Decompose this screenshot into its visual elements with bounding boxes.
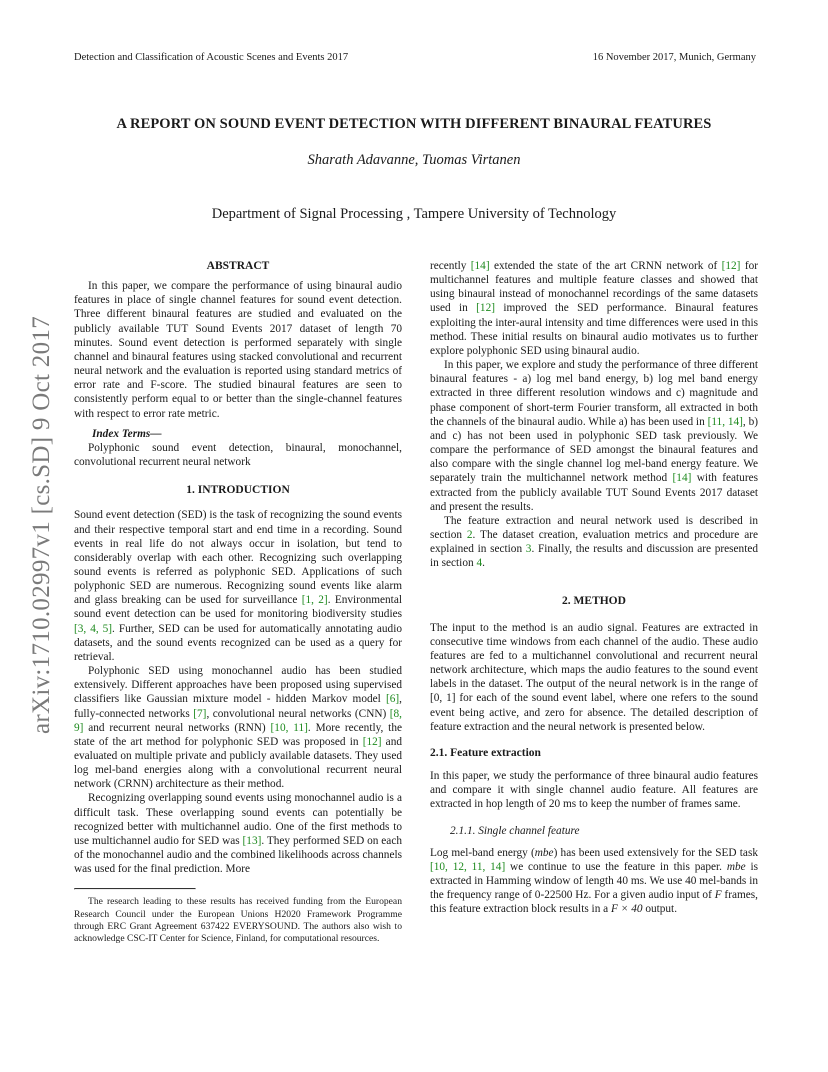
right-paragraph-3: The feature extraction and neural network used is described in section 2. The dataset creation, evaluation metrics and procedure are explained in section 3. Finally, the results and discussion are presented in section 4. [430, 514, 759, 570]
right-paragraph-1: recently [14] extended the state of the art CRNN network of [12] for multichannel features and multiple feature classes and showed that using binaural instead of monochannel recordings of the same datasets used in [12] improved the SED performance. Binaural features exploiting the inter-aural intensity and time differences were used in this method. These initial results on binaural audio motivates us to further explore polyphonic SED using binaural audio. [430, 260, 759, 357]
citation-link[interactable]: [7] [193, 707, 207, 720]
right-column [430, 259, 758, 916]
citation-link[interactable]: [1, 2] [301, 594, 328, 607]
method-heading: 2. METHOD [562, 595, 626, 608]
intro-paragraph-2: Polyphonic SED using monochannel audio has been studied extensively. Different approaches have been proposed using supervised classifiers like Gaussian mixture model - hidden Markov model [6], fully-connected networks [7], convolutional neural networks (CNN) [8, 9] and recurrent neural networks (RNN) [10, 11]. More recently, the state of the art method for polyphonic SED was proposed in [12] and evaluated on multiple private and publicly available datasets. They used log mel-band energies along with a convolutional recurrent neural network (CRNN) architecture as their method. [74, 665, 402, 791]
citation-link[interactable]: [12] [362, 735, 382, 748]
citation-link[interactable]: [13] [242, 834, 262, 847]
citation-link[interactable]: [12] [476, 302, 495, 315]
citation-link[interactable]: [8, 9] [74, 707, 402, 734]
citation-link[interactable]: [10, 12, 11, 14] [430, 860, 506, 873]
running-header-right: 16 November 2017, Munich, Germany [592, 52, 756, 63]
abstract-heading: ABSTRACT [206, 260, 270, 272]
citation-link[interactable]: [3, 4, 5] [74, 622, 113, 635]
intro-paragraph-1: Sound event detection (SED) is the task of recognizing the sound events and their respective temporal start and end time in a recording. Sound events in real life do not always occur in isolation, but tend to considerably overlap with each other. Recognizing such overlapping sound events is referred as polyphonic SED. Applications of such polyphonic SED are numerous. Recognizing sound events like alarm and glass breaking can be used for surveillance [1, 2]. Environmental sound event detection can be used for monitoring biodiversity studies [3, 4, 5]. Further, SED can be used for automatically annotating audio datasets, and the sound events recognized can be used as a query for retrieval. [74, 509, 402, 663]
right-paragraph-2: In this paper, we explore and study the performance of three different binaural features - a) log mel band energy, b) log mel band energy extracted in three different resolution windows and c) magnitude and phase component of short-term Fourier transform, all extracted in both the channels of the binaural audio. While a) has been used in [11, 14], b) and c) has not been used in polyphonic SED task previously. We compare the performance of SED amongst the binaural features and also compare with the single channel log mel-band energy feature. We separately train the multichannel network method [14] with features extracted from the publicly available TUT Sound Events 2017 dataset and present the results. [430, 359, 758, 513]
paper-authors: Sharath Adavanne, Tuomas Virtanen [307, 152, 521, 168]
abstract-text: In this paper, we compare the performance of using binaural audio features in place of single channel features for sound event detection. Three different binaural features are studied and evaluated on the publicly available TUT Sound Events 2017 dataset of length 70 minutes. Sound event detection is performed separately with single channel and binaural features using stacked convolutional and recurrent neural network and the evaluation is reported using standard metrics of error rate and F-score. The studied binaural features are seen to consistently perform equal to or better than the single-channel features with respect to error rate metric. [74, 280, 402, 420]
section-link[interactable]: 2 [466, 528, 473, 541]
index-terms-text: Polyphonic sound event detection, binaural, monochannel, convolutional recurrent neural network [74, 441, 402, 469]
paper-title: A REPORT ON SOUND EVENT DETECTION WITH DIFFERENT BINAURAL FEATURES [116, 116, 712, 132]
footnote: The research leading to these results has received funding from the European Research Council under the European Unions H2020 Framework Programme through ERC Grant Agreement 637422 EVERYSOUND. The authors also wish to acknowledge CSC-IT Center for Science, Finland, for computational resources. [74, 896, 402, 945]
citation-link[interactable]: [11, 14] [707, 415, 743, 428]
citation-link[interactable]: [6] [385, 693, 400, 706]
intro-heading: 1. INTRODUCTION [186, 484, 290, 497]
citation-link[interactable]: [12] [721, 260, 741, 272]
section-link[interactable]: 3 [525, 543, 532, 556]
feature-extraction-heading: 2.1. Feature extraction [430, 746, 541, 759]
left-column [74, 259, 402, 945]
single-channel-heading: 2.1.1. Single channel feature [450, 825, 580, 838]
running-header-left: Detection and Classification of Acoustic Scenes and Events 2017 [74, 52, 349, 63]
method-text: The input to the method is an audio signal. Features are extracted in consecutive time windows from each channel of the audio. These audio features are fed to a multichannel convolutional and recurrent neural network architecture, which maps the audio features to the sound event labels in the dataset. The output of the neural network is in the range of [0, 1] for each of the sound event label, where one refers to the sound event being active, and zero for absence. The detailed description of feature extraction and the neural network is presented below. [430, 621, 758, 733]
arxiv-identifier: arXiv:1710.02997v1 [cs.SD] 9 Oct 2017 [28, 316, 55, 734]
single-channel-text: Log mel-band energy (mbe) has been used extensively for the SED task [10, 12, 11, 14] we continue to use the feature in this paper. mbe is extracted in Hamming window of length 40 ms. We use 40 mel-bands in the frequency range of 0-22500 Hz. For a given audio input of F frames, this feature extraction block results in a F × 40 output. [430, 846, 759, 916]
intro-paragraph-3: Recognizing overlapping sound events using monochannel audio is a difficult task. These overlapping sound events can potentially be recognized better with multichannel audio. One of the first methods to use multichannel audio for SED was [13]. They performed SED on each of the monochannel audio and the combined likelihoods across channels was used for the final prediction. More [74, 792, 402, 876]
feature-extraction-text: In this paper, we study the performance of three binaural audio features and compare it with single channel audio feature. All features are extracted in hop length of 20 ms to keep the number of frames same. [430, 770, 758, 811]
citation-link[interactable]: [14] [470, 260, 490, 272]
section-link[interactable]: 4 [476, 557, 483, 570]
citation-link[interactable]: [10, 11] [270, 721, 308, 734]
paper-affiliation: Department of Signal Processing , Tampere University of Technology [211, 206, 617, 222]
index-terms-label: Index Terms— [92, 427, 162, 440]
citation-link[interactable]: [14] [672, 472, 692, 485]
